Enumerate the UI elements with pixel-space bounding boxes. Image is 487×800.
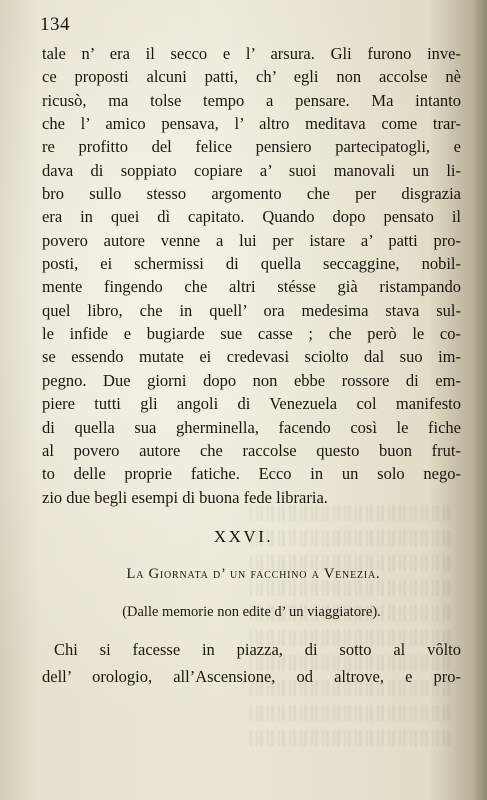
- chapter-opening-paragraph: [42, 636, 461, 690]
- text-line: piere tutti gli angoli di Venezuela col manifesto: [42, 394, 461, 414]
- text-line: mente fingendo che altri stésse già ristampando: [42, 277, 461, 297]
- text-line: Chi si facesse in piazza, di sotto al vôlto: [54, 640, 461, 659]
- chapter-number: XXVI.: [213, 527, 274, 546]
- text-line: pegno. Due giorni dopo non ebbe rossore di em-: [42, 370, 461, 390]
- text-line: dell’ orologio, all’Ascensione, od altrove, e pro-: [42, 667, 461, 686]
- page-number: 134: [40, 14, 70, 35]
- paragraph-continued: [42, 42, 461, 509]
- text-line: quel libro, che in quell’ ora medesima stava sul-: [42, 300, 461, 320]
- text-line-last: zio due begli esempi di buona fede libraria.: [42, 487, 328, 507]
- text-line: ce proposti alcuni patti, ch’ egli non accolse nè: [42, 67, 461, 87]
- text-line: posti, ei schermissi di quella seccaggine, nobil-: [42, 254, 461, 274]
- chapter-title: La Giornata d’ un facchino a Venezia.: [126, 566, 381, 582]
- text-line: dava di soppiato copiare a’ suoi manovali un li-: [42, 160, 461, 180]
- text-line: al povero autore che raccolse questo buon frut-: [42, 440, 461, 460]
- text-line: di quella sua gherminella, facendo così le fiche: [42, 417, 461, 437]
- text-line: povero autore venne a lui per istare a’ patti pro-: [42, 230, 461, 250]
- text-line: se essendo mutate ei credevasi sciolto dal suo im-: [42, 347, 461, 367]
- text-line: bro sullo stesso argomento che per disgrazia: [42, 184, 461, 204]
- text-line: era in quei dì capitato. Quando dopo pensato il: [42, 207, 461, 227]
- chapter-subtitle: (Dalle memorie non edite d’ un viaggiatore).: [122, 604, 381, 620]
- text-line: che l’ amico pensava, l’ altro meditava come trar-: [42, 114, 461, 134]
- text-line: to delle proprie fatiche. Ecco in un solo nego-: [42, 464, 461, 484]
- text-line: tale n’ era il secco e l’ arsura. Gli furono inve-: [42, 44, 461, 63]
- text-line: le infide e bugiarde sue casse ; che però le co-: [42, 324, 461, 344]
- text-line: re profitto del felice pensiero partecipatogli, e: [42, 137, 461, 157]
- text-line: ricusò, ma tolse tempo a pensare. Ma intanto: [42, 90, 461, 110]
